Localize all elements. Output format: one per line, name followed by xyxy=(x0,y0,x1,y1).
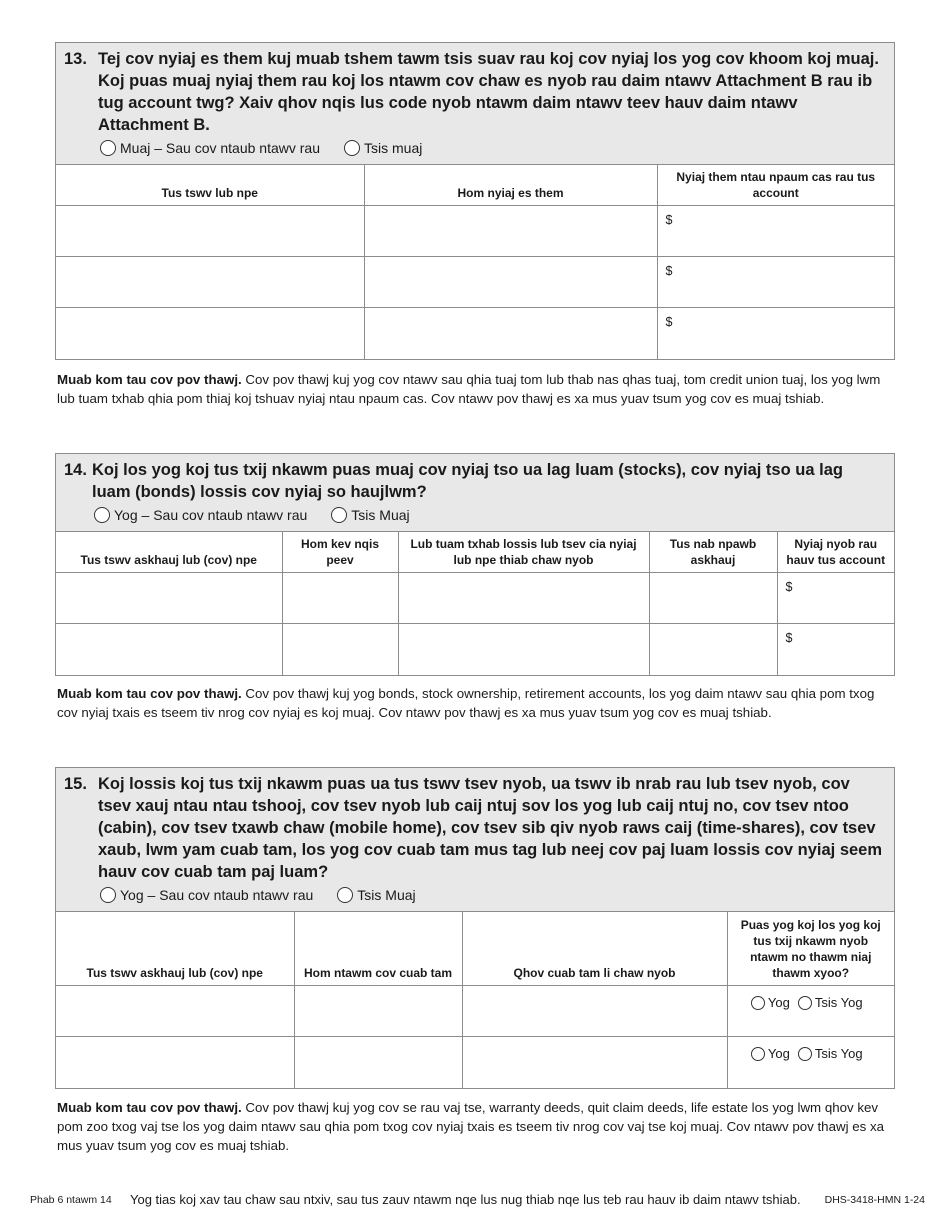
input-cell[interactable] xyxy=(294,1037,462,1088)
input-cell[interactable] xyxy=(56,206,364,257)
input-cell[interactable] xyxy=(56,624,282,675)
note-bold: Muab kom tau cov pov thawj. xyxy=(57,372,242,387)
radio-button[interactable] xyxy=(751,1047,765,1061)
option-label: Yog – Sau cov ntaub ntawv rau xyxy=(120,887,314,903)
page-number: Phab 6 ntawm 14 xyxy=(30,1194,112,1206)
note-text: Cov pov thawj kuj yog cov ntawv sau qhia tuaj tom lub thab nas qhas tuaj, tom credit union tuaj, los yog lwm lub tuam txhab qhia pom thiaj koj tshuav nyiaj ntau npaum cas. Cov ntawv pov thawj es xa mus yuav tsum yog cov es muaj tshiab. xyxy=(57,372,881,406)
question-number: 14. xyxy=(64,461,87,479)
input-cell[interactable] xyxy=(649,573,777,624)
question-14-header xyxy=(56,454,894,531)
q13-note xyxy=(57,370,895,408)
question-14-section xyxy=(55,453,895,676)
residence-no-option[interactable] xyxy=(798,1046,863,1061)
amount-cell[interactable]: $ xyxy=(657,206,894,257)
residence-cell xyxy=(727,986,894,1037)
input-cell[interactable] xyxy=(364,206,657,257)
note-bold: Muab kom tau cov pov thawj. xyxy=(57,686,242,701)
q14-table xyxy=(56,531,894,675)
column-header: Nyiaj nyob rau hauv tus account xyxy=(777,532,894,573)
radio-button[interactable] xyxy=(337,887,353,903)
input-cell[interactable] xyxy=(56,986,294,1037)
input-cell[interactable] xyxy=(364,308,657,359)
option-label: Yog – Sau cov ntaub ntawv rau xyxy=(114,507,308,523)
amount-cell[interactable]: $ xyxy=(657,308,894,359)
input-cell[interactable] xyxy=(56,257,364,308)
radio-button[interactable] xyxy=(751,996,765,1010)
table-row xyxy=(56,308,894,359)
input-cell[interactable] xyxy=(649,624,777,675)
column-header: Puas yog koj los yog koj tus txij nkawm nyob ntawm no thawm niaj thawm xyoo? xyxy=(727,912,894,986)
option-label: Yog xyxy=(767,995,790,1010)
input-cell[interactable] xyxy=(56,1037,294,1088)
radio-button[interactable] xyxy=(798,996,812,1010)
table-row xyxy=(56,1037,894,1088)
radio-button[interactable] xyxy=(100,887,116,903)
column-header: Hom kev nqis peev xyxy=(282,532,398,573)
radio-button[interactable] xyxy=(94,507,110,523)
question-13-header xyxy=(56,43,894,164)
q13-option-yes[interactable] xyxy=(100,138,320,158)
column-header: Nyiaj them ntau npaum cas rau tus account xyxy=(657,165,894,206)
column-header: Lub tuam txhab lossis lub tsev cia nyiaj lub npe thiab chaw nyob xyxy=(398,532,649,573)
column-header: Hom ntawm cov cuab tam xyxy=(294,912,462,986)
question-text: Tej cov nyiaj es them kuj muab tshem tawm tsis suav rau koj cov nyiaj los yog cov khoom koj muaj. Koj puas muaj nyiaj them rau koj los ntawm cov chaw es nyob rau daim ntawv Attachment B rau ib tug account twg? Xaiv qhov nqis lus code nyob ntawm daim ntawv teev hauv daim ntawv Attachment B. xyxy=(98,50,879,134)
table-row xyxy=(56,624,894,675)
amount-cell[interactable]: $ xyxy=(777,624,894,675)
q15-table xyxy=(56,911,894,1088)
column-header: Tus nab npawb askhauj xyxy=(649,532,777,573)
column-header: Tus tswv askhauj lub (cov) npe xyxy=(56,912,294,986)
residence-no-option[interactable] xyxy=(798,995,863,1010)
question-text: Koj los yog koj tus txij nkawm puas muaj cov nyiaj tso ua lag luam (stocks), cov nyiaj tso ua lag luam (bonds) lossis cov nyiaj so haujlwm? xyxy=(92,461,843,501)
input-cell[interactable] xyxy=(462,986,727,1037)
input-cell[interactable] xyxy=(364,257,657,308)
table-row xyxy=(56,206,894,257)
column-header: Tus tswv askhauj lub (cov) npe xyxy=(56,532,282,573)
radio-button[interactable] xyxy=(100,140,116,156)
residence-cell xyxy=(727,1037,894,1088)
input-cell[interactable] xyxy=(282,624,398,675)
q13-table xyxy=(56,164,894,359)
question-15-header xyxy=(56,768,894,911)
option-label: Tsis Muaj xyxy=(351,507,410,523)
table-row xyxy=(56,257,894,308)
input-cell[interactable] xyxy=(56,573,282,624)
option-label: Tsis muaj xyxy=(364,140,423,156)
input-cell[interactable] xyxy=(56,308,364,359)
question-text: Koj lossis koj tus txij nkawm puas ua tus tswv tsev nyob, ua tswv ib nrab rau lub tsev nyob, cov tsev xauj ntau ntau tshooj, cov tsev nyob lub caij ntuj sov los yog lub caij ntuj no, cov tsev ntoo (cabin), cov tsev txawb chaw (mobile home), cov tsev sib qiv nyob raws caij (time-shares), cov tsev xaub, lwm yam cuab tam, los yog cov cuab tam mus tag lub neej cov paj luam lossis cov nyiaj seem hauv cov cuab tam paj luam? xyxy=(98,775,883,881)
residence-yes-option[interactable] xyxy=(751,995,790,1010)
option-label: Tsis Yog xyxy=(814,995,863,1010)
residence-yes-option[interactable] xyxy=(751,1046,790,1061)
form-id: DHS-3418-HMN 1-24 xyxy=(824,1194,925,1206)
note-text: Cov pov thawj kuj yog cov se rau vaj tse, warranty deeds, quit claim deeds, life estate los yog lwm qhov kev pom zoo txog vaj tse los yog daim ntawv sau qhia pom txog cov nyiaj txais es tseem tiv nrog cov vaj tse koj muaj. Cov ntawv pov thawj es xa mus yuav tsum yog cov es muaj tshiab. xyxy=(57,1100,885,1153)
q15-option-yes[interactable] xyxy=(100,885,313,905)
table-row xyxy=(56,986,894,1037)
question-number: 15. xyxy=(64,775,87,793)
question-15-section xyxy=(55,767,895,1089)
q14-note xyxy=(57,684,895,722)
q13-option-no[interactable] xyxy=(344,138,422,158)
note-text: Cov pov thawj kuj yog bonds, stock ownership, retirement accounts, los yog daim ntawv sau qhia pom txog cov nyiaj txais es tseem tiv nrog cov nyiaj es koj muaj. Cov ntawv pov thawj es xa mus yuav tsum yog cov es muaj tshiab. xyxy=(57,686,875,720)
input-cell[interactable] xyxy=(398,624,649,675)
option-label: Tsis Yog xyxy=(814,1046,863,1061)
radio-button[interactable] xyxy=(331,507,347,523)
column-header: Tus tswv lub npe xyxy=(56,165,364,206)
column-header: Hom nyiaj es them xyxy=(364,165,657,206)
option-label: Tsis Muaj xyxy=(357,887,416,903)
q15-option-no[interactable] xyxy=(337,885,415,905)
option-label: Yog xyxy=(767,1046,790,1061)
note-bold: Muab kom tau cov pov thawj. xyxy=(57,1100,242,1115)
input-cell[interactable] xyxy=(462,1037,727,1088)
question-13-section xyxy=(55,42,895,360)
q15-note xyxy=(57,1098,895,1155)
input-cell[interactable] xyxy=(398,573,649,624)
radio-button[interactable] xyxy=(344,140,360,156)
q14-option-yes[interactable] xyxy=(94,505,307,525)
input-cell[interactable] xyxy=(282,573,398,624)
radio-button[interactable] xyxy=(798,1047,812,1061)
footer-instruction: Yog tias koj xav tau chaw sau ntxiv, sau tus zauv ntawm nqe lus nug thiab nqe lus teb rau hauv ib daim ntawv tshiab. xyxy=(130,1192,801,1207)
q14-option-no[interactable] xyxy=(331,505,409,525)
input-cell[interactable] xyxy=(294,986,462,1037)
column-header: Qhov cuab tam li chaw nyob xyxy=(462,912,727,986)
option-label: Muaj – Sau cov ntaub ntawv rau xyxy=(120,140,321,156)
amount-cell[interactable]: $ xyxy=(777,573,894,624)
amount-cell[interactable]: $ xyxy=(657,257,894,308)
question-number: 13. xyxy=(64,50,87,68)
page-footer xyxy=(30,1192,925,1208)
table-row xyxy=(56,573,894,624)
